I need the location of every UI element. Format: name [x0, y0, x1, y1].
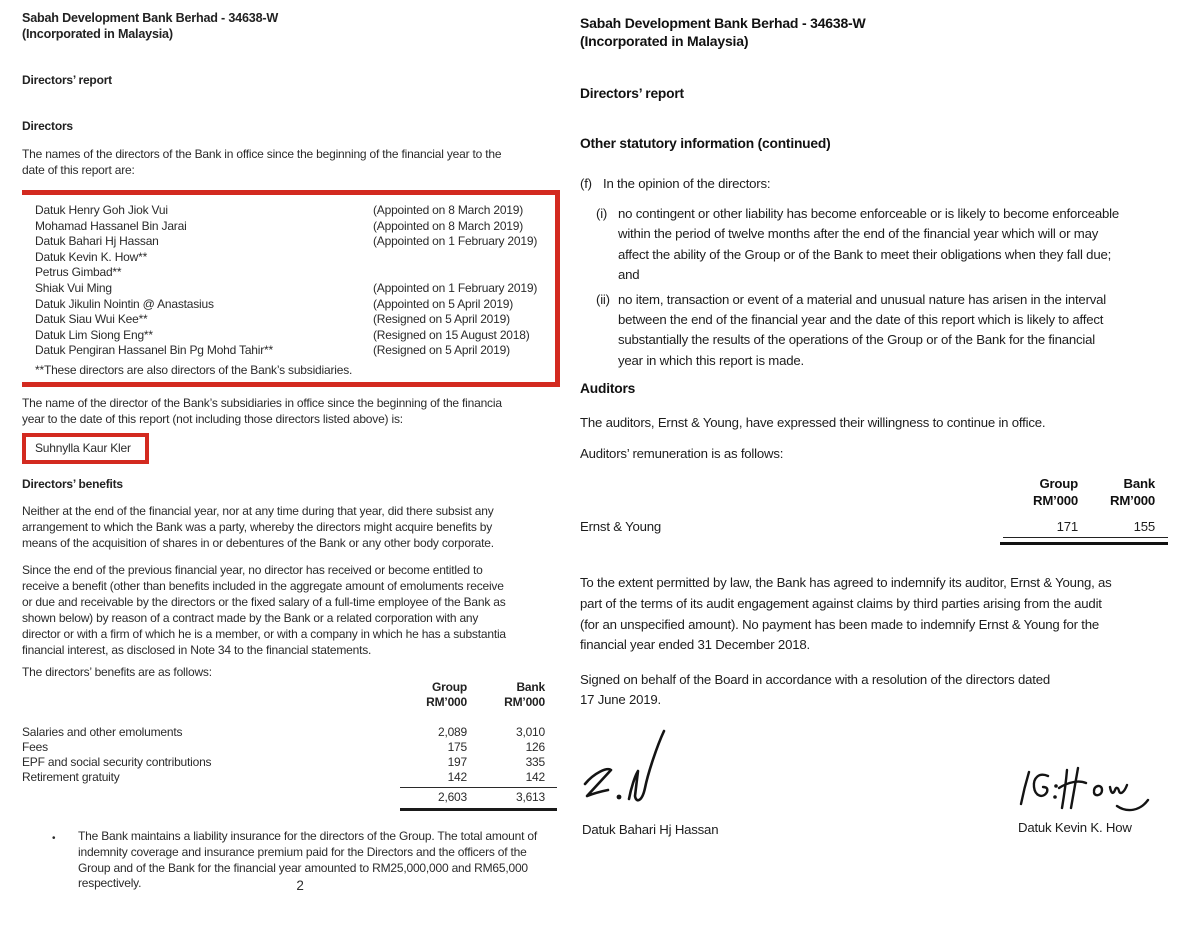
- directors-footnote: **These directors are also directors of the Bank’s subsidiaries.: [35, 362, 353, 377]
- bank-value: 3,010: [515, 724, 545, 739]
- text-line: date of this report are:: [22, 163, 135, 177]
- table-total-rule: [400, 808, 557, 811]
- benefits-paragraph-2: [22, 562, 569, 658]
- column-subheader-bank: RM’000: [1110, 492, 1155, 508]
- company-header: [580, 14, 1194, 50]
- item-ii-marker: (ii): [596, 291, 610, 307]
- director-note: (Resigned on 15 August 2018): [373, 327, 530, 342]
- column-subheader-bank: RM’000: [504, 695, 545, 710]
- director-note: (Appointed on 5 April 2019): [373, 296, 514, 311]
- group-value: 142: [447, 769, 467, 784]
- signed-paragraph: [580, 670, 1194, 711]
- group-value: 197: [447, 754, 467, 769]
- text-line: The name of the director of the Bank’s subsidiaries in office since the beginning of the financia: [22, 395, 502, 410]
- director-note: (Appointed on 1 February 2019): [373, 280, 538, 295]
- report-title: Directors’ report: [580, 86, 684, 101]
- page-left: [22, 10, 569, 920]
- signatory-name-right: Datuk Kevin K. How: [1018, 820, 1132, 835]
- text-line: means of the acquisition of shares in or debentures of the Bank or any other body corporate.: [22, 535, 494, 550]
- report-title: Directors’ report: [22, 73, 112, 87]
- director-note: [373, 265, 545, 281]
- table-row: [580, 519, 1168, 535]
- column-header-bank: Bank: [1123, 476, 1155, 492]
- benefits-table: [22, 680, 557, 811]
- director-row: [35, 312, 545, 328]
- table-row: [22, 755, 557, 770]
- table-total-rule: [1000, 542, 1168, 545]
- bank-value: 155: [1133, 519, 1155, 535]
- director-name: Petrus Gimbad**: [35, 265, 122, 280]
- bank-value: 335: [525, 754, 545, 769]
- text-line: 17 June 2019.: [580, 692, 661, 708]
- directors-list-highlight-box: [22, 190, 560, 387]
- text-line: no item, transaction or event of a material and unusual nature has arisen in the interval: [618, 291, 1107, 307]
- benefits-paragraph-1: [22, 503, 569, 551]
- item-f-marker: (f): [580, 176, 592, 191]
- director-name: Datuk Henry Goh Jiok Vui: [35, 203, 168, 217]
- text-line: receive a benefit (other than benefits included in the aggregate amount of emoluments receive: [22, 578, 504, 593]
- column-subheader-group: RM’000: [426, 695, 467, 710]
- text-line: To the extent permitted by law, the Bank has agreed to indemnify its auditor, Ernst & Young, as: [580, 575, 1112, 591]
- signatory-name-left: Datuk Bahari Hj Hassan: [582, 822, 719, 837]
- subsidiary-director-highlight-box: Suhnylla Kaur Kler: [22, 433, 149, 464]
- text-line: year in which this report is made.: [618, 352, 804, 368]
- director-note: (Appointed on 8 March 2019): [373, 218, 524, 233]
- text-line: financial year ended 31 December 2018.: [580, 637, 810, 653]
- row-label: Salaries and other emoluments: [22, 724, 183, 739]
- item-f-text: In the opinion of the directors:: [603, 176, 771, 191]
- text-line: and: [618, 267, 640, 283]
- item-ii: [580, 290, 1194, 372]
- director-row: [35, 328, 545, 344]
- company-incorporation: (Incorporated in Malaysia): [22, 27, 173, 41]
- statutory-info-heading: Other statutory information (continued): [580, 136, 831, 151]
- bullet-icon: •: [52, 832, 56, 844]
- text-line: financial interest, as disclosed in Note 34 to the financial statements.: [22, 642, 372, 657]
- signature-kevin-how-icon: [1012, 762, 1154, 820]
- total-group-value: 2,603: [437, 789, 467, 804]
- text-line: Since the end of the previous financial year, no director has received or become entitled to: [22, 562, 483, 577]
- column-header-group: Group: [432, 679, 467, 694]
- text-line: Signed on behalf of the Board in accordance with a resolution of the directors dated: [580, 671, 1050, 687]
- text-line: affect the ability of the Group or of the Bank to meet their obligations when they fall due;: [618, 246, 1112, 262]
- page-right: [580, 14, 1194, 919]
- director-note: (Appointed on 1 February 2019): [373, 234, 538, 249]
- benefits-table-body: [22, 725, 557, 811]
- bank-value: 142: [525, 769, 545, 784]
- bank-value: 126: [525, 739, 545, 754]
- text-line: shown below) by reason of a contract made by the Bank or a related corporation with any: [22, 610, 479, 625]
- indemnity-paragraph: [580, 573, 1194, 655]
- director-name: Datuk Bahari Hj Hassan: [35, 234, 159, 249]
- director-name: Mohamad Hassanel Bin Jarai: [35, 218, 187, 233]
- table-row: [22, 725, 557, 740]
- company-header: [22, 10, 569, 42]
- row-label: EPF and social security contributions: [22, 754, 212, 769]
- benefits-table-header: [22, 680, 557, 711]
- director-row: [35, 234, 545, 250]
- text-line: director or with a firm of which he is a member, or with a company in which he has a substantia: [22, 626, 506, 641]
- row-label: Retirement gratuity: [22, 769, 120, 784]
- text-line: part of the terms of its audit engagement against claims by third parties arising from the audit: [580, 596, 1102, 612]
- text-line: Neither at the end of the financial year, nor at any time during that year, did there subsist any: [22, 503, 494, 518]
- director-note: (Resigned on 5 April 2019): [373, 343, 510, 358]
- row-label: Fees: [22, 739, 48, 754]
- director-row: [35, 343, 545, 359]
- group-value: 175: [447, 739, 467, 754]
- text-line: year to the date of this report (not including those directors listed above) is:: [22, 411, 403, 426]
- group-value: 2,089: [437, 724, 467, 739]
- director-row: [35, 297, 545, 313]
- item-f: [580, 174, 1194, 194]
- director-row: [35, 281, 545, 297]
- remuneration-table-body: [580, 519, 1168, 545]
- column-header-bank: Bank: [516, 679, 545, 694]
- remuneration-table: [580, 476, 1168, 545]
- director-name: Datuk Siau Wui Kee**: [35, 312, 148, 327]
- table-rule: [400, 787, 557, 788]
- text-line: (for an unspecified amount). No payment has been made to indemnify Ernst & Young for the: [580, 616, 1100, 632]
- group-value: 171: [1056, 519, 1078, 535]
- directors-heading: Directors: [22, 119, 73, 133]
- director-row: [35, 203, 545, 219]
- subsidiary-director-box-wrap: [22, 433, 569, 464]
- director-name: Datuk Jikulin Nointin @ Anastasius: [35, 296, 214, 311]
- text-line: or due and receivable by the directors or the fixed salary of a full-time employee of the Bank as: [22, 594, 506, 609]
- director-name: Datuk Lim Siong Eng**: [35, 327, 153, 342]
- director-note: (Resigned on 5 April 2019): [373, 312, 510, 327]
- text-line: The Bank maintains a liability insurance for the directors of the Group. The total amount of: [78, 828, 537, 843]
- text-line: The names of the directors of the Bank in office since the beginning of the financial year to the: [22, 147, 502, 161]
- text-line: within the period of twelve months after the end of the financial year which will or may: [618, 226, 1099, 242]
- column-subheader-group: RM’000: [1033, 492, 1078, 508]
- auditors-willingness: The auditors, Ernst & Young, have expressed their willingness to continue in office.: [580, 415, 1046, 431]
- director-name: Datuk Kevin K. How**: [35, 249, 148, 264]
- remuneration-table-header: [580, 476, 1168, 509]
- company-name: Sabah Development Bank Berhad - 34638-W: [22, 11, 279, 25]
- benefits-heading: Directors’ benefits: [22, 476, 123, 491]
- row-label: Ernst & Young: [580, 519, 661, 535]
- total-bank-value: 3,613: [515, 789, 545, 804]
- table-row: [22, 770, 557, 785]
- table-total-row: [22, 790, 557, 805]
- text-line: no contingent or other liability has become enforceable or is likely to become enforceable: [618, 206, 1120, 221]
- text-line: between the end of the financial year and the date of this report which is likely to affect: [618, 312, 1104, 328]
- text-line: indemnity coverage and insurance premium paid for the Directors and the officers of the: [78, 844, 527, 859]
- column-header-group: Group: [1039, 476, 1078, 492]
- remuneration-intro: Auditors’ remuneration is as follows:: [580, 445, 784, 461]
- text-line: Group and of the Bank for the financial year amounted to RM25,000,000 and RM65,000: [78, 860, 528, 875]
- director-row: [35, 250, 545, 266]
- page-number: 2: [296, 878, 304, 893]
- directors-intro-paragraph: [22, 146, 569, 178]
- company-name: Sabah Development Bank Berhad - 34638-W: [580, 15, 866, 31]
- director-note: [373, 250, 545, 266]
- director-name: Shiak Vui Ming: [35, 280, 112, 295]
- subsidiary-director-paragraph: [22, 395, 569, 427]
- director-row: [35, 219, 545, 235]
- text-line: substantially the results of the operations of the Group or of the Bank for the financial: [618, 332, 1096, 348]
- table-rule: [1003, 537, 1168, 538]
- text-line: respectively.: [78, 876, 142, 891]
- director-row: [35, 265, 545, 281]
- table-row: [22, 740, 557, 755]
- item-i: [580, 204, 1194, 286]
- director-note: (Appointed on 8 March 2019): [373, 203, 524, 217]
- benefits-table-intro: The directors’ benefits are as follows:: [22, 664, 212, 679]
- director-name: Datuk Pengiran Hassanel Bin Pg Mohd Tahir**: [35, 343, 273, 358]
- item-i-marker: (i): [596, 206, 608, 221]
- auditors-heading: Auditors: [580, 381, 636, 397]
- signature-bahari-hassan-icon: [580, 726, 675, 818]
- text-line: arrangement to which the Bank was a party, whereby the directors might acquire benefits by: [22, 519, 493, 534]
- company-incorporation: (Incorporated in Malaysia): [580, 33, 749, 49]
